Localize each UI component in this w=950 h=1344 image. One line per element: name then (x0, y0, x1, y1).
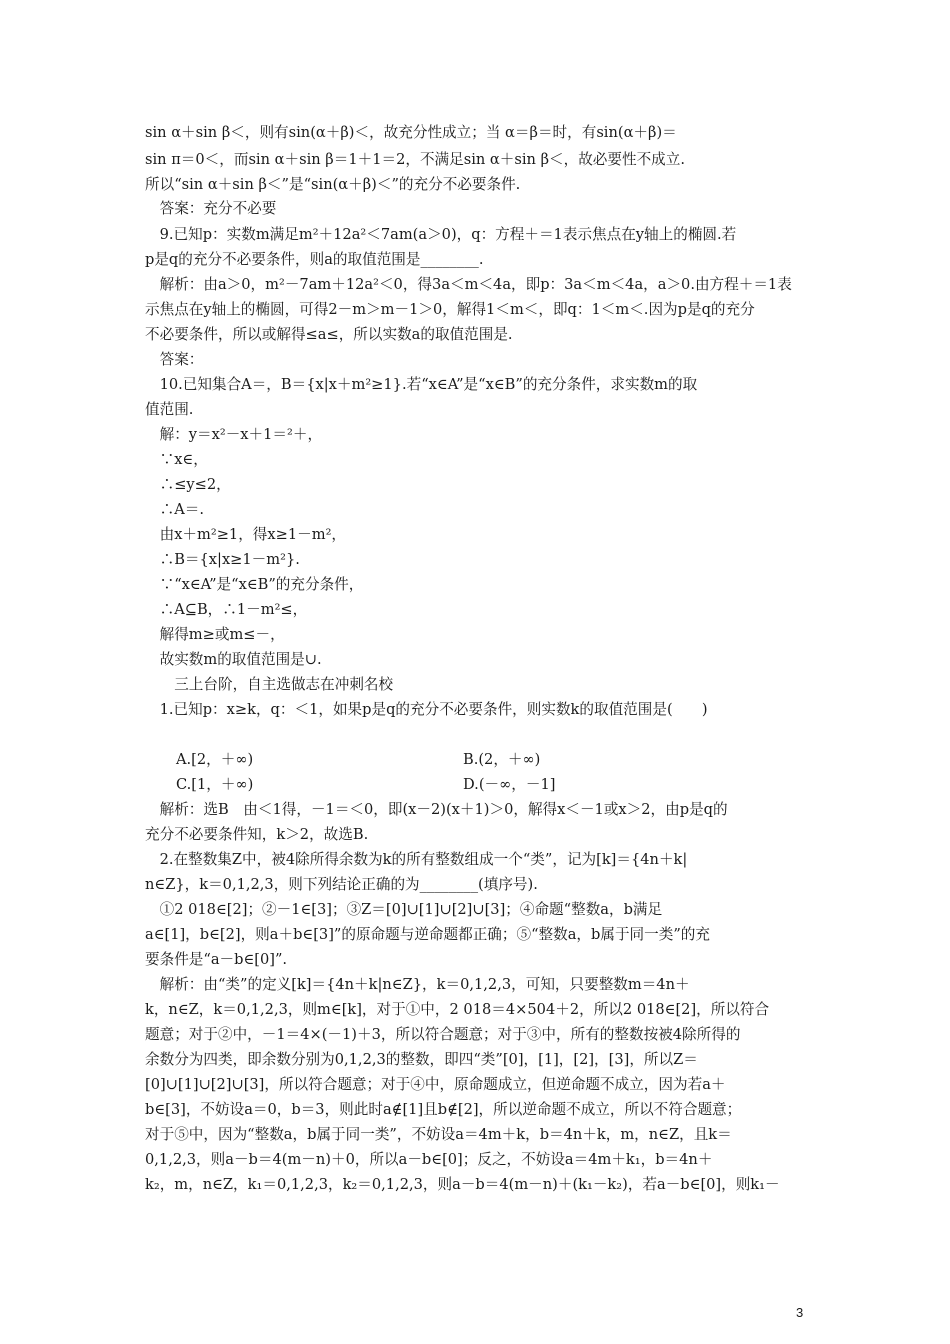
text-line: 10.已知集合A＝，B＝{x|x＋m²≥1}.若“x∈A”是“x∈B”的充分条件，求实数m的取 (145, 376, 698, 393)
text-line: n∈Z}，k＝0,1,2,3，则下列结论正确的为________(填序号). (145, 876, 538, 893)
text-line: 1.已知p：x≥k，q：＜1，如果p是q的充分不必要条件，则实数k的取值范围是( ) (145, 701, 708, 718)
text-line: p是q的充分不必要条件，则a的取值范围是________. (145, 251, 484, 268)
text-line: 故实数m的取值范围是∪. (145, 651, 322, 668)
text-line: 三上台阶，自主选做志在冲刺名校 (145, 676, 394, 693)
text-line: 不必要条件，所以或解得≤a≤，所以实数a的取值范围是. (145, 326, 513, 343)
text-line: sin α＋sin β＜，则有sin(α＋β)＜，故充分性成立；当 α＝β＝时，有sin(α＋β)＝ (145, 124, 677, 141)
text-line: ∴B＝{x|x≥1－m²}. (145, 551, 300, 568)
text-line: ∵x∈， (145, 451, 208, 468)
text-line: 解析：选B 由＜1得，－1＝＜0，即(x－2)(x＋1)＞0，解得x＜－1或x＞2，由p是q的 (145, 801, 728, 818)
choice-option: B.(2，＋∞) (463, 751, 541, 768)
page-number: 3 (796, 1305, 804, 1320)
text-line: 示焦点在y轴上的椭圆，可得2－m＞m－1＞0，解得1＜m＜，即q：1＜m＜.因为p是q的充分 (145, 301, 755, 318)
text-line: 解析：由a＞0，m²－7am＋12a²＜0，得3a＜m＜4a，即p：3a＜m＜4a，a＞0.由方程＋＝1表 (145, 276, 792, 293)
text-line: 答案： (145, 351, 204, 368)
text-line: k₂，m，n∈Z，k₁＝0,1,2,3，k₂＝0,1,2,3，则a－b＝4(m－n)＋(k₁－k₂)，若a－b∈[0]，则k₁－ (145, 1176, 780, 1193)
text-line: sin π＝0＜，而sin α＋sin β＝1＋1＝2，不满足sin α＋sin β＜，故必要性不成立. (145, 151, 685, 168)
text-line: 2.在整数集Z中，被4除所得余数为k的所有整数组成一个“类”，记为[k]＝{4n＋k| (145, 851, 688, 868)
text-line: 对于⑤中，因为“整数a，b属于同一类”，不妨设a＝4m＋k，b＝4n＋k，m，n∈Z，且k＝ (145, 1126, 732, 1143)
text-line: 题意；对于②中，－1＝4×(－1)＋3，所以符合题意；对于③中，所有的整数按被4除所得的 (145, 1026, 741, 1043)
text-line: 要条件是“a－b∈[0]”. (145, 951, 288, 968)
text-line: ∴A＝. (145, 501, 204, 518)
text-line: ∴A⊆B，∴1－m²≤， (145, 601, 308, 618)
text-line: 9.已知p：实数m满足m²＋12a²＜7am(a＞0)，q：方程＋＝1表示焦点在y轴上的椭圆.若 (145, 226, 737, 243)
choice-option: D.(－∞，－1] (463, 776, 556, 793)
text-line: 所以“sin α＋sin β＜”是“sin(α＋β)＜”的充分不必要条件. (145, 176, 521, 193)
text-line: ①2 018∈[2]；②－1∈[3]；③Z＝[0]∪[1]∪[2]∪[3]；④命题“整数a，b满足 (145, 901, 663, 918)
text-line: 解：y＝x²－x＋1＝²＋， (145, 426, 323, 443)
choice-option: C.[1，＋∞) (176, 776, 254, 793)
text-line: 0,1,2,3，则a－b＝4(m－n)＋0，所以a－b∈[0]；反之，不妨设a＝4m＋k₁，b＝4n＋ (145, 1151, 713, 1168)
text-line: [0]∪[1]∪[2]∪[3]，所以符合题意；对于④中，原命题成立，但逆命题不成立，因为若a＋ (145, 1076, 726, 1093)
text-line: 充分不必要条件知，k＞2，故选B. (145, 826, 369, 843)
text-line: 由x＋m²≥1，得x≥1－m²， (145, 526, 347, 543)
text-line: b∈[3]，不妨设a＝0，b＝3，则此时a∉[1]且b∉[2]，所以逆命题不成立，所以不符合题意； (145, 1101, 742, 1118)
text-line: a∈[1]，b∈[2]，则a＋b∈[3]”的原命题与逆命题都正确；⑤“整数a，b属于同一类”的充 (145, 926, 710, 943)
text-line: ∵“x∈A”是“x∈B”的充分条件， (145, 576, 364, 593)
text-line: ∴≤y≤2， (145, 476, 231, 493)
text-line: 值范围. (145, 401, 194, 418)
text-line: 余数分为四类，即余数分别为0,1,2,3的整数，即四“类”[0]，[1]，[2]，[3]，所以Z＝ (145, 1051, 698, 1068)
text-line: 解析：由“类”的定义[k]＝{4n＋k|n∈Z}，k＝0,1,2,3，可知，只要整数m＝4n＋ (145, 976, 690, 993)
choice-option: A.[2，＋∞) (176, 751, 254, 768)
text-line: 解得m≥或m≤－， (145, 626, 285, 643)
text-line: 答案：充分不必要 (145, 200, 277, 217)
text-line: k，n∈Z，k＝0,1,2,3，则m∈[k]，对于①中，2 018＝4×504＋2，所以2 018∈[2]，所以符合 (145, 1001, 770, 1018)
